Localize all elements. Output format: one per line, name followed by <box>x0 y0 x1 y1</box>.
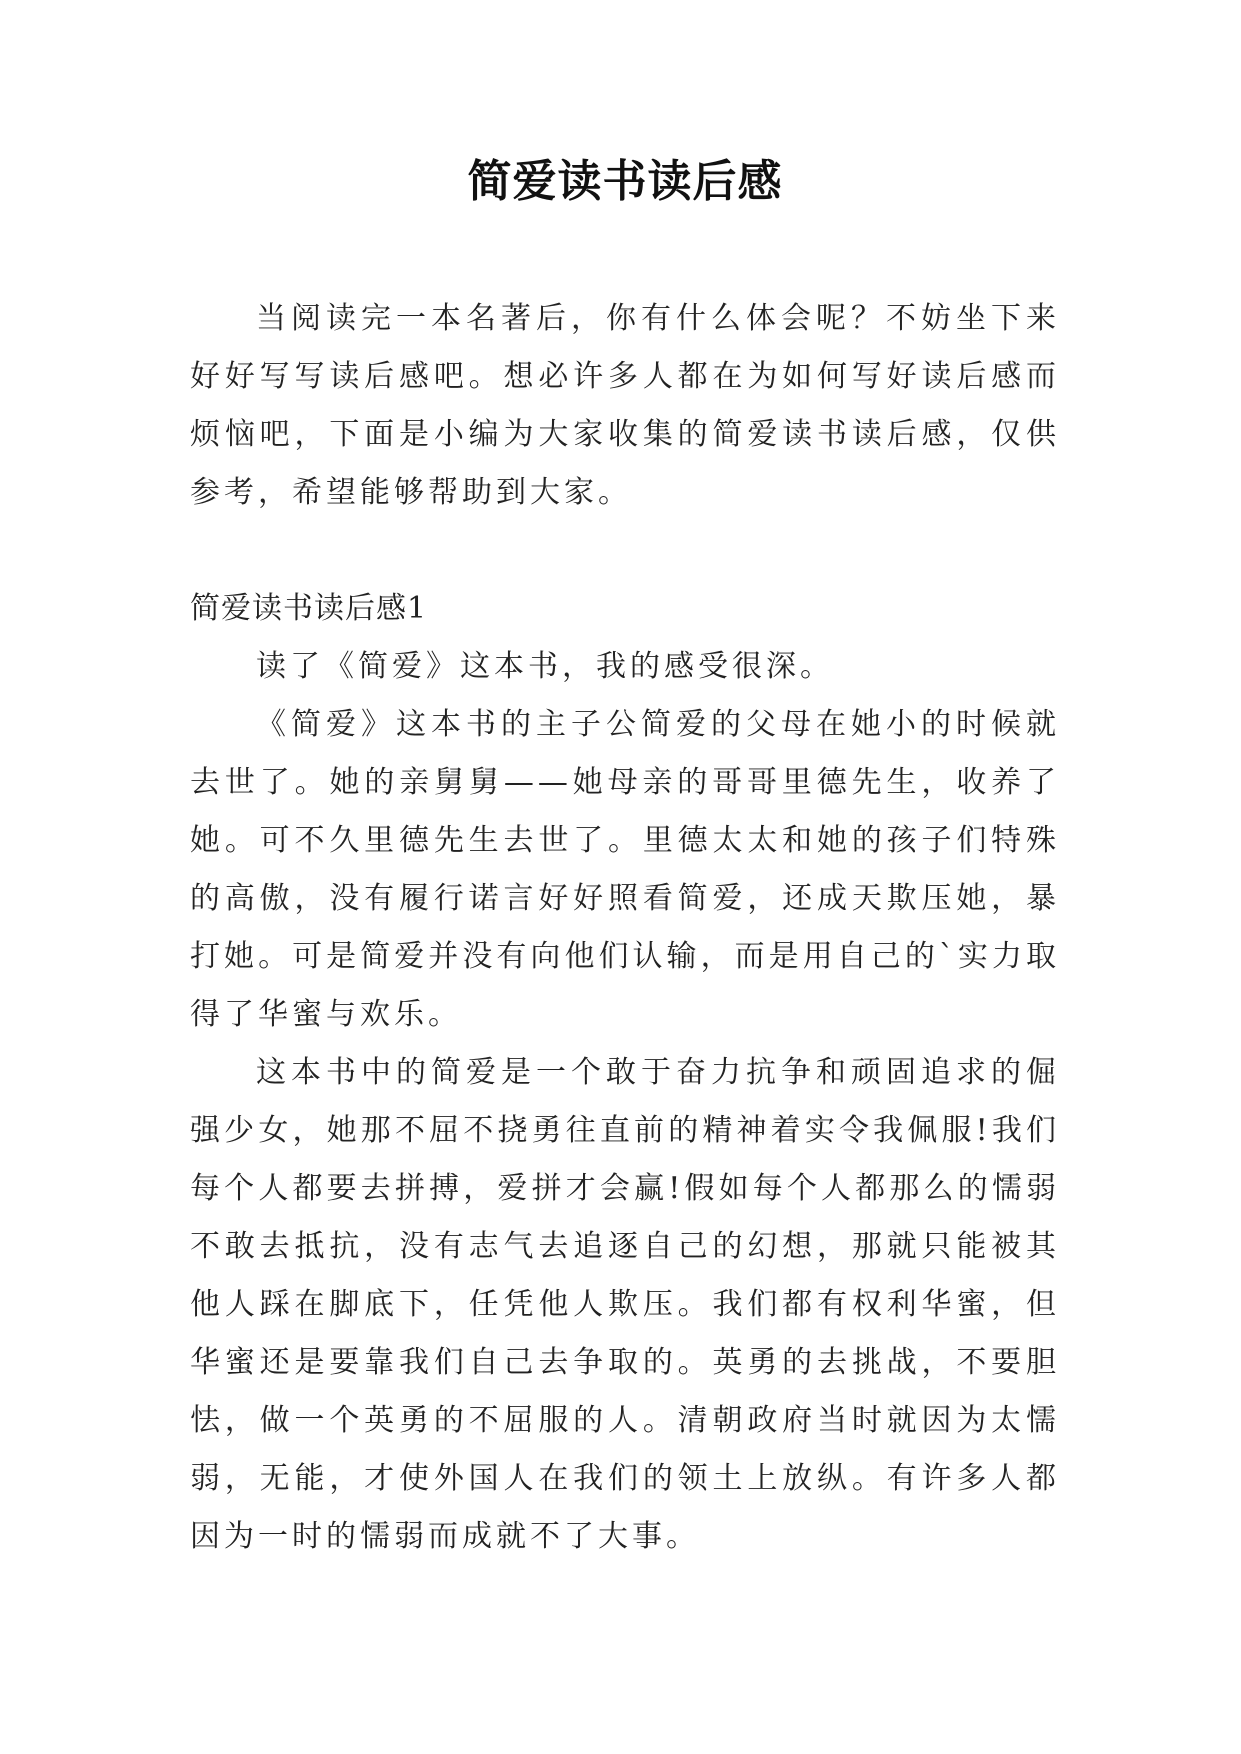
paragraph-spacer <box>190 522 1060 580</box>
section-title: 简爱读书读后感1 <box>190 591 428 626</box>
page-title: 简爱读书读后感 <box>467 156 783 207</box>
document-body <box>190 152 1060 1566</box>
body-paragraph-2: 《简爱》这本书的主子公简爱的父母在她小的时候就去世了。她的亲舅舅——她母亲的哥哥里德先生，收养了她。可不久里德先生去世了。里德太太和她的孩子们特殊的高傲，没有履行诺言好好照看简爱，还成天欺压她，暴打她。可是简爱并没有向他们认输，而是用自己的`实力取得了华蜜与欢乐。 <box>190 707 1060 1032</box>
body-paragraph-3: 这本书中的简爱是一个敢于奋力抗争和顽固追求的倔强少女，她那不屈不挠勇往直前的精神着实令我佩服!我们每个人都要去拼搏，爱拼才会赢!假如每个人都那么的懦弱不敢去抵抗，没有志气去追逐自己的幻想，那就只能被其他人踩在脚底下，任凭他人欺压。我们都有权利华蜜，但华蜜还是要靠我们自己去争取的。英勇的去挑战，不要胆怯，做一个英勇的不屈服的人。清朝政府当时就因为太懦弱，无能，才使外国人在我们的领土上放纵。有许多人都因为一时的懦弱而成就不了大事。 <box>190 1055 1060 1554</box>
body-paragraph-1: 读了《简爱》这本书，我的感受很深。 <box>256 649 834 684</box>
intro-paragraph: 当阅读完一本名著后，你有什么体会呢？不妨坐下来好好写写读后感吧。想必许多人都在为如何写好读后感而烦恼吧，下面是小编为大家收集的简爱读书读后感，仅供参考，希望能够帮助到大家。 <box>190 301 1060 510</box>
